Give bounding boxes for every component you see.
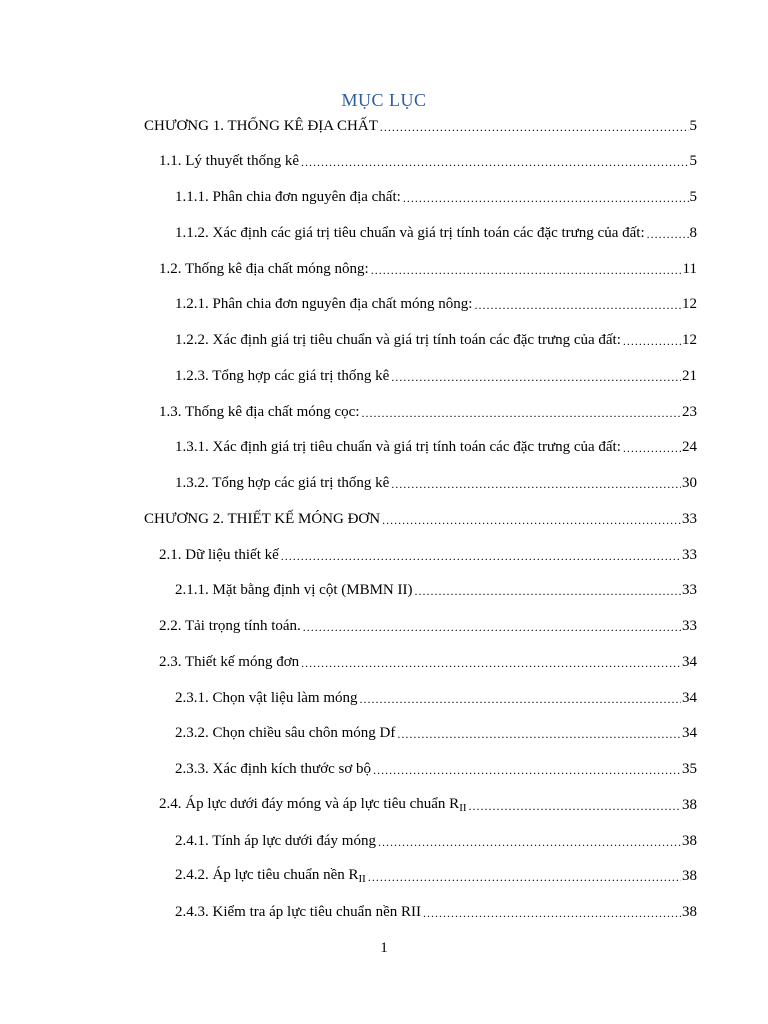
toc-entry-1-1[interactable]: [159, 146, 697, 170]
dot-leader: [303, 619, 681, 635]
toc-entry-label: 1.1. Lý thuyết thống kê: [159, 153, 299, 169]
dot-leader: [380, 119, 689, 135]
dot-leader: [371, 262, 682, 278]
dot-leader: [378, 834, 681, 850]
toc-entry-2-4[interactable]: [159, 790, 697, 814]
dot-leader: [382, 512, 681, 528]
dot-leader: [414, 583, 681, 599]
dot-leader: [474, 297, 681, 313]
toc-title: MỤC LỤC: [341, 90, 427, 110]
toc-entry-label: 2.3.1. Chọn vật liệu làm móng: [175, 690, 358, 706]
toc-entry-page: 38: [682, 797, 697, 813]
toc-entry-page: 30: [682, 475, 697, 491]
toc-entry-label: 1.3.1. Xác định giá trị tiêu chuẩn và giá trị tính toán các đặc trưng của đất:: [175, 439, 621, 455]
toc-entry-label: 1.2.1. Phân chia đơn nguyên địa chất móng nông:: [175, 296, 473, 312]
toc-entry-label: [159, 796, 467, 814]
toc-entry-page: 11: [682, 261, 697, 277]
dot-leader: [301, 154, 689, 170]
toc-entry-page: 33: [682, 582, 697, 598]
toc-entry-page: 5: [689, 153, 697, 169]
dot-leader: [397, 726, 681, 742]
toc-entry-chapter-1[interactable]: [144, 111, 697, 135]
subscript: II: [358, 873, 366, 885]
toc-entry-1-3-2[interactable]: [175, 468, 697, 492]
toc-entry-label: 2.1. Dữ liệu thiết kế: [159, 547, 279, 563]
dot-leader: [368, 869, 681, 885]
toc-entry-label: 2.3.3. Xác định kích thước sơ bộ: [175, 761, 372, 777]
toc-entry-page: 24: [682, 439, 697, 455]
toc-entry-2-3-2[interactable]: [175, 718, 697, 742]
dot-leader: [391, 369, 681, 385]
toc-entry-label: 1.3. Thống kê địa chất móng cọc:: [159, 404, 360, 420]
toc-entry-page: 33: [682, 511, 697, 527]
toc-entry-1-3-1[interactable]: [175, 432, 697, 456]
toc-entry-page: 34: [682, 654, 697, 670]
dot-leader: [623, 440, 681, 456]
toc-entry-2-2[interactable]: [159, 611, 697, 635]
dot-leader: [423, 905, 681, 921]
toc-entry-2-1[interactable]: [159, 540, 697, 564]
toc-entry-page: 38: [682, 868, 697, 884]
toc-entry-2-4-1[interactable]: [175, 826, 697, 850]
toc-entry-page: 34: [682, 690, 697, 706]
toc-entry-1-3[interactable]: [159, 397, 697, 421]
dot-leader: [359, 691, 681, 707]
toc-entry-page: 12: [682, 296, 697, 312]
toc-entry-2-3-1[interactable]: [175, 683, 697, 707]
toc-entry-label: 1.1.1. Phân chia đơn nguyên địa chất:: [175, 189, 401, 205]
toc-entry-2-3-3[interactable]: [175, 754, 697, 778]
subscript: II: [459, 802, 467, 814]
toc-entry-label: 2.4.1. Tính áp lực dưới đáy móng: [175, 833, 376, 849]
toc-entry-label: CHƯƠNG 1. THỐNG KÊ ĐỊA CHẤT: [144, 118, 378, 134]
dot-leader: [391, 476, 681, 492]
toc-entry-label: 2.3. Thiết kế móng đơn: [159, 654, 300, 670]
toc-entry-label: 2.3.2. Chọn chiều sâu chôn móng Df: [175, 725, 396, 741]
page-number: 1: [380, 940, 388, 956]
toc-entry-chapter-2[interactable]: [144, 504, 697, 528]
toc-entry-page: 12: [682, 332, 697, 348]
toc-entry-1-2[interactable]: [159, 254, 697, 278]
dot-leader: [623, 333, 681, 349]
toc-entry-label: 1.3.2. Tổng hợp các giá trị thống kê: [175, 475, 390, 491]
dot-leader: [469, 798, 681, 814]
toc-entry-page: 33: [682, 547, 697, 563]
toc-entry-label: 1.1.2. Xác định các giá trị tiêu chuẩn và giá trị tính toán các đặc trưng của đất:: [175, 225, 645, 241]
toc-entry-2-3[interactable]: [159, 647, 697, 671]
toc-entry-page: 35: [682, 761, 697, 777]
dot-leader: [362, 405, 681, 421]
toc-entry-label: 1.2. Thống kê địa chất móng nông:: [159, 261, 369, 277]
dot-leader: [301, 655, 681, 671]
dot-leader: [403, 190, 689, 206]
toc-entry-label: CHƯƠNG 2. THIẾT KẾ MÓNG ĐƠN: [144, 511, 381, 527]
toc-entry-label: 2.1.1. Mặt bằng định vị cột (MBMN II): [175, 582, 413, 598]
toc-entry-page: 21: [682, 368, 697, 384]
toc-entry-2-4-3[interactable]: [175, 897, 697, 921]
dot-leader: [373, 762, 681, 778]
toc-entry-page: 5: [689, 118, 697, 134]
toc-entry-page: 38: [682, 833, 697, 849]
dot-leader: [281, 548, 681, 564]
toc-entry-1-1-1[interactable]: [175, 182, 697, 206]
label-text: 2.4.2. Áp lực tiêu chuẩn nền R: [175, 867, 359, 883]
toc-entry-1-2-3[interactable]: [175, 361, 697, 385]
toc-entry-1-2-1[interactable]: [175, 289, 697, 313]
toc-entry-1-1-2[interactable]: [175, 218, 697, 242]
toc-entry-page: 38: [682, 904, 697, 920]
toc-entry-2-1-1[interactable]: [175, 575, 697, 599]
toc-entry-page: 33: [682, 618, 697, 634]
toc-entry-label: 1.2.2. Xác định giá trị tiêu chuẩn và giá trị tính toán các đặc trưng của đất:: [175, 332, 621, 348]
toc-entry-page: 5: [689, 189, 697, 205]
dot-leader: [647, 226, 689, 242]
toc-entry-label: 2.4.3. Kiểm tra áp lực tiêu chuẩn nền RII: [175, 904, 421, 920]
toc-entry-label: 1.2.3. Tổng hợp các giá trị thống kê: [175, 368, 390, 384]
toc-entry-label: [175, 867, 366, 885]
toc-entry-page: 34: [682, 725, 697, 741]
toc-entry-page: 8: [689, 225, 697, 241]
toc-entry-page: 23: [682, 404, 697, 420]
toc-entry-2-4-2[interactable]: [175, 861, 697, 885]
label-text: 2.4. Áp lực dưới đáy móng và áp lực tiêu chuẩn R: [159, 796, 460, 812]
toc-entry-1-2-2[interactable]: [175, 325, 697, 349]
toc-entry-label: 2.2. Tải trọng tính toán.: [159, 618, 301, 634]
